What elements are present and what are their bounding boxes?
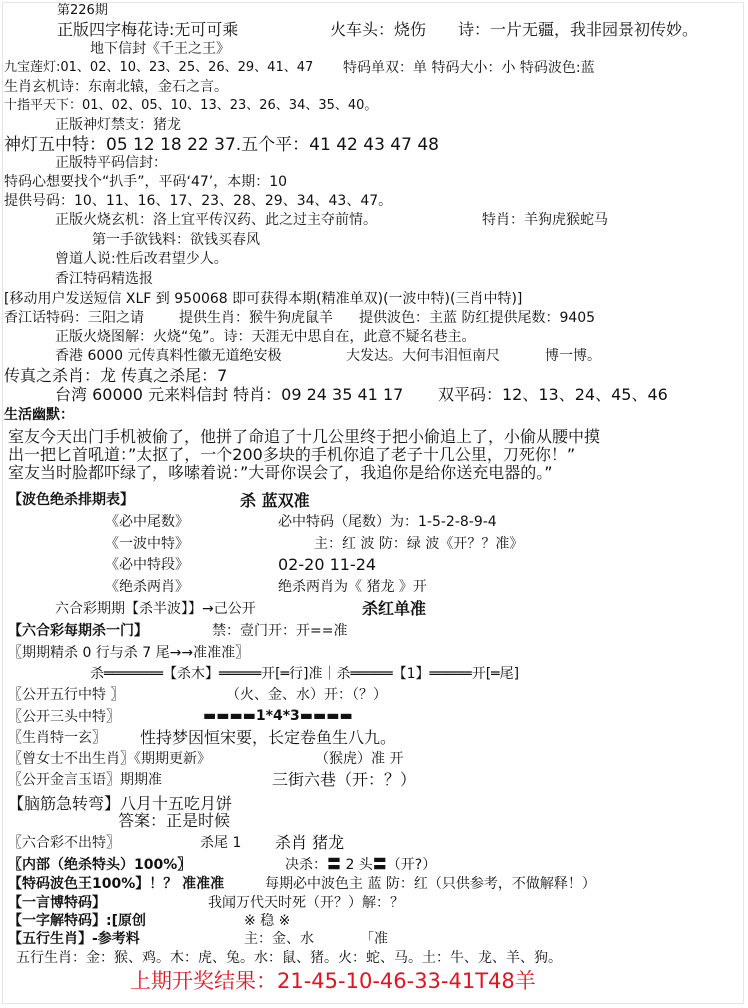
humor-title: 生活幽默： [4, 407, 74, 423]
kill-two-label: 《绝杀两肖》 [105, 579, 189, 595]
kill-door-title: 【六合彩每期杀一门】 [8, 623, 148, 639]
golden-words-label: 〖公开金言玉语〗期期准 [8, 772, 162, 788]
one-char-label: 【一字解特码】:[原创 [8, 913, 146, 929]
color-king-label: 【特码波色王100%】！？ 准准准 [8, 876, 225, 892]
last-result: 上期开奖结果：21-45-10-46-33-41T48羊 [130, 969, 536, 993]
xiangjiang-title: 香江特码精选报 [55, 271, 153, 287]
provide-zodiac: 提供生肖：猴牛狗虎鼠羊 [179, 310, 333, 326]
not-special-label: 〖六合彩不出特〗 [8, 835, 120, 851]
zodiac-poem: 生肖玄机诗：东南北辕，金石之言。 [4, 79, 228, 95]
lamp-five: 神灯五中特：05 12 18 22 37.五个平：41 42 43 47 48 [4, 135, 439, 155]
kill-tail: 杀尾 1 [200, 835, 242, 851]
hk-fax-2: 大发达。大何韦泪恒南尺 [346, 348, 500, 364]
underground-envelope: 地下信封《千王之王》 [90, 41, 230, 57]
ms-zeng-label: 〖曾女士不出生肖〗《期期更新》 [8, 751, 211, 767]
zodiac-mystery-label: 〖生肖特一玄〗 [8, 730, 106, 746]
fax-kill: 传真之杀肖：龙 传真之杀尾：7 [4, 366, 228, 385]
first-hand: 第一手欲钱料：欲钱买春风 [92, 232, 260, 248]
train-poem: 诗：一片无疆，我非园景初传妙。 [458, 20, 699, 39]
color-king-value: 每期必中波色主 蓝 防：红（只供参考，不做解释！） [265, 876, 596, 892]
ms-zeng-value: （猴虎）准 开 [315, 751, 404, 767]
plum-poem: 正版四字梅花诗:无可可乘 [57, 20, 239, 39]
xiangjiang-words: 香江话特码：三阳之请 [4, 310, 144, 326]
kill-blue: 杀 蓝双准 [240, 491, 310, 510]
sms-banner: [移动用户发送短信 XLF 到 950068 即可获得本期(精准单双)(一波中特)(三肖中特)] [4, 291, 523, 307]
one-word-value: 我闻万代天时死（开？）解：？ [208, 895, 404, 911]
double-flat: 双平码：12、13、24、45、46 [438, 385, 668, 404]
pickpocket-line: 特码心想要找个“扒手”，平码‘47’，本期：10 [4, 174, 288, 190]
taiwan-envelope: 台湾 60000 元来料信封 特肖：09 24 35 41 17 [55, 385, 404, 404]
three-head-label: 〖公开三头中特〗 [8, 709, 120, 725]
five-zodiac-sure: 「准 [360, 931, 388, 947]
nine-lotus: 九宝莲灯:01、02、10、23、25、26、29、41、47 [4, 60, 314, 75]
kill-two-value: 绝杀两肖为《 猪龙 》开 [278, 579, 427, 595]
provided-numbers: 提供号码：10、11、16、17、23、28、29、34、43、47。 [4, 193, 393, 209]
provide-color: 提供波色：主蓝 防红提供尾数：9405 [359, 310, 596, 326]
internal-kill-value: 决杀：〓 2 头〓（开?） [285, 857, 437, 873]
kill-element-title: 〖期期精杀 0 行与杀 7 尾→→准准准〗 [8, 645, 250, 661]
kill-zodiac: 杀肖 猪龙 [275, 833, 345, 852]
riddle-answer: 答案：正是时候 [118, 811, 231, 830]
special-zodiac: 特肖：羊狗虎猴蛇马 [482, 212, 608, 228]
issue-number: 第226期 [57, 3, 108, 18]
one-char-value: ※ 稳 ※ [244, 913, 291, 929]
zodiac-mystery-value: 性持梦因恒宋要，长定卷鱼生八九。 [140, 728, 397, 747]
five-zodiac-label: 【五行生肖】-参考料 [8, 931, 140, 947]
humor-line-1: 室友今天出门手机被偷了，他拼了命追了十几公里终于把小偷追上了，小偷从腰中摸 [8, 427, 601, 446]
hk-fax: 香港 6000 元传真料性徽无道绝安极 [55, 348, 282, 364]
hk-fax-3: 博一博。 [545, 348, 601, 364]
half-wave: 六合彩期期【杀半波】】→己公开 [55, 601, 256, 617]
golden-words-value: 三街六巷（开：？） [272, 770, 417, 789]
must-segment-label: 《必中特段》 [105, 557, 189, 573]
flat-envelope: 正版特平码信封： [55, 155, 167, 171]
kill-red: 杀红单准 [362, 599, 427, 618]
kill-door-value: 禁：壹门开：开==准 [212, 623, 348, 639]
five-element-label: 〖公开五行中特 〗 [8, 687, 125, 703]
kill-element-line: 杀═══════【杀木】═════开[═行]准｜杀═════【1】═════开[═尾] [90, 666, 520, 682]
riddle-question: 【脑筋急转弯】八月十五吃月饼 [8, 794, 233, 813]
must-tail-label: 《必中尾数》 [105, 514, 189, 530]
one-wave-value: 主：红 波 防：绿 波《开？？准》 [314, 536, 524, 552]
five-zodiac-list: 五行生肖：金：猴、鸡。木：虎、兔。水：鼠、猪。火：蛇、马。土：牛、龙、羊、狗。 [16, 950, 562, 966]
must-tail-value: 必中特码（尾数）为：1-5-2-8-9-4 [278, 514, 497, 530]
one-wave-label: 《一波中特》 [105, 536, 189, 552]
internal-kill-label: 〖内部（绝杀特头）100%〗 [8, 857, 192, 873]
five-element-value: （火、金、水）开：（？） [226, 687, 387, 703]
special-odd-even: 特码单双：单 特码大小：小 特码波色:蓝 [343, 60, 595, 76]
lamp-forbidden: 正版神灯禁支：猪龙 [55, 117, 181, 133]
fire-diagram: 正版火烧图解：火烧“兔”。诗：天涯无中思自在，此意不疑名巷主。 [55, 329, 476, 345]
color-table-title: 【波色绝杀排期表】 [8, 492, 134, 508]
fire-mystery: 正版火烧玄机：洛上宜平传汉药、此之过主夺前情。 [55, 212, 377, 228]
humor-line-3: 室友当时脸都吓绿了，哆嗦着说：”大哥你误会了，我追你是给你送充电器的。” [8, 463, 553, 482]
must-segment-value: 02-20 11-24 [278, 555, 377, 574]
train-head: 火车头：烧伤 [330, 20, 427, 39]
ten-fingers: 十指平天下：01、02、05、10、13、23、26、34、35、40。 [4, 98, 378, 113]
five-zodiac-main: 主：金、水 [244, 931, 314, 947]
zeng-says: 曾道人说:性后改君望少人。 [55, 251, 228, 267]
humor-line-2: 出一把匕首吼道：”太抠了，一个200多块的手机你追了老子十几公里，刀死你！” [8, 445, 576, 464]
three-head-value: ▬▬▬▬1*4*3▬▬▬▬ [203, 708, 353, 724]
one-word-label: 【一言博特码】 [8, 895, 106, 911]
